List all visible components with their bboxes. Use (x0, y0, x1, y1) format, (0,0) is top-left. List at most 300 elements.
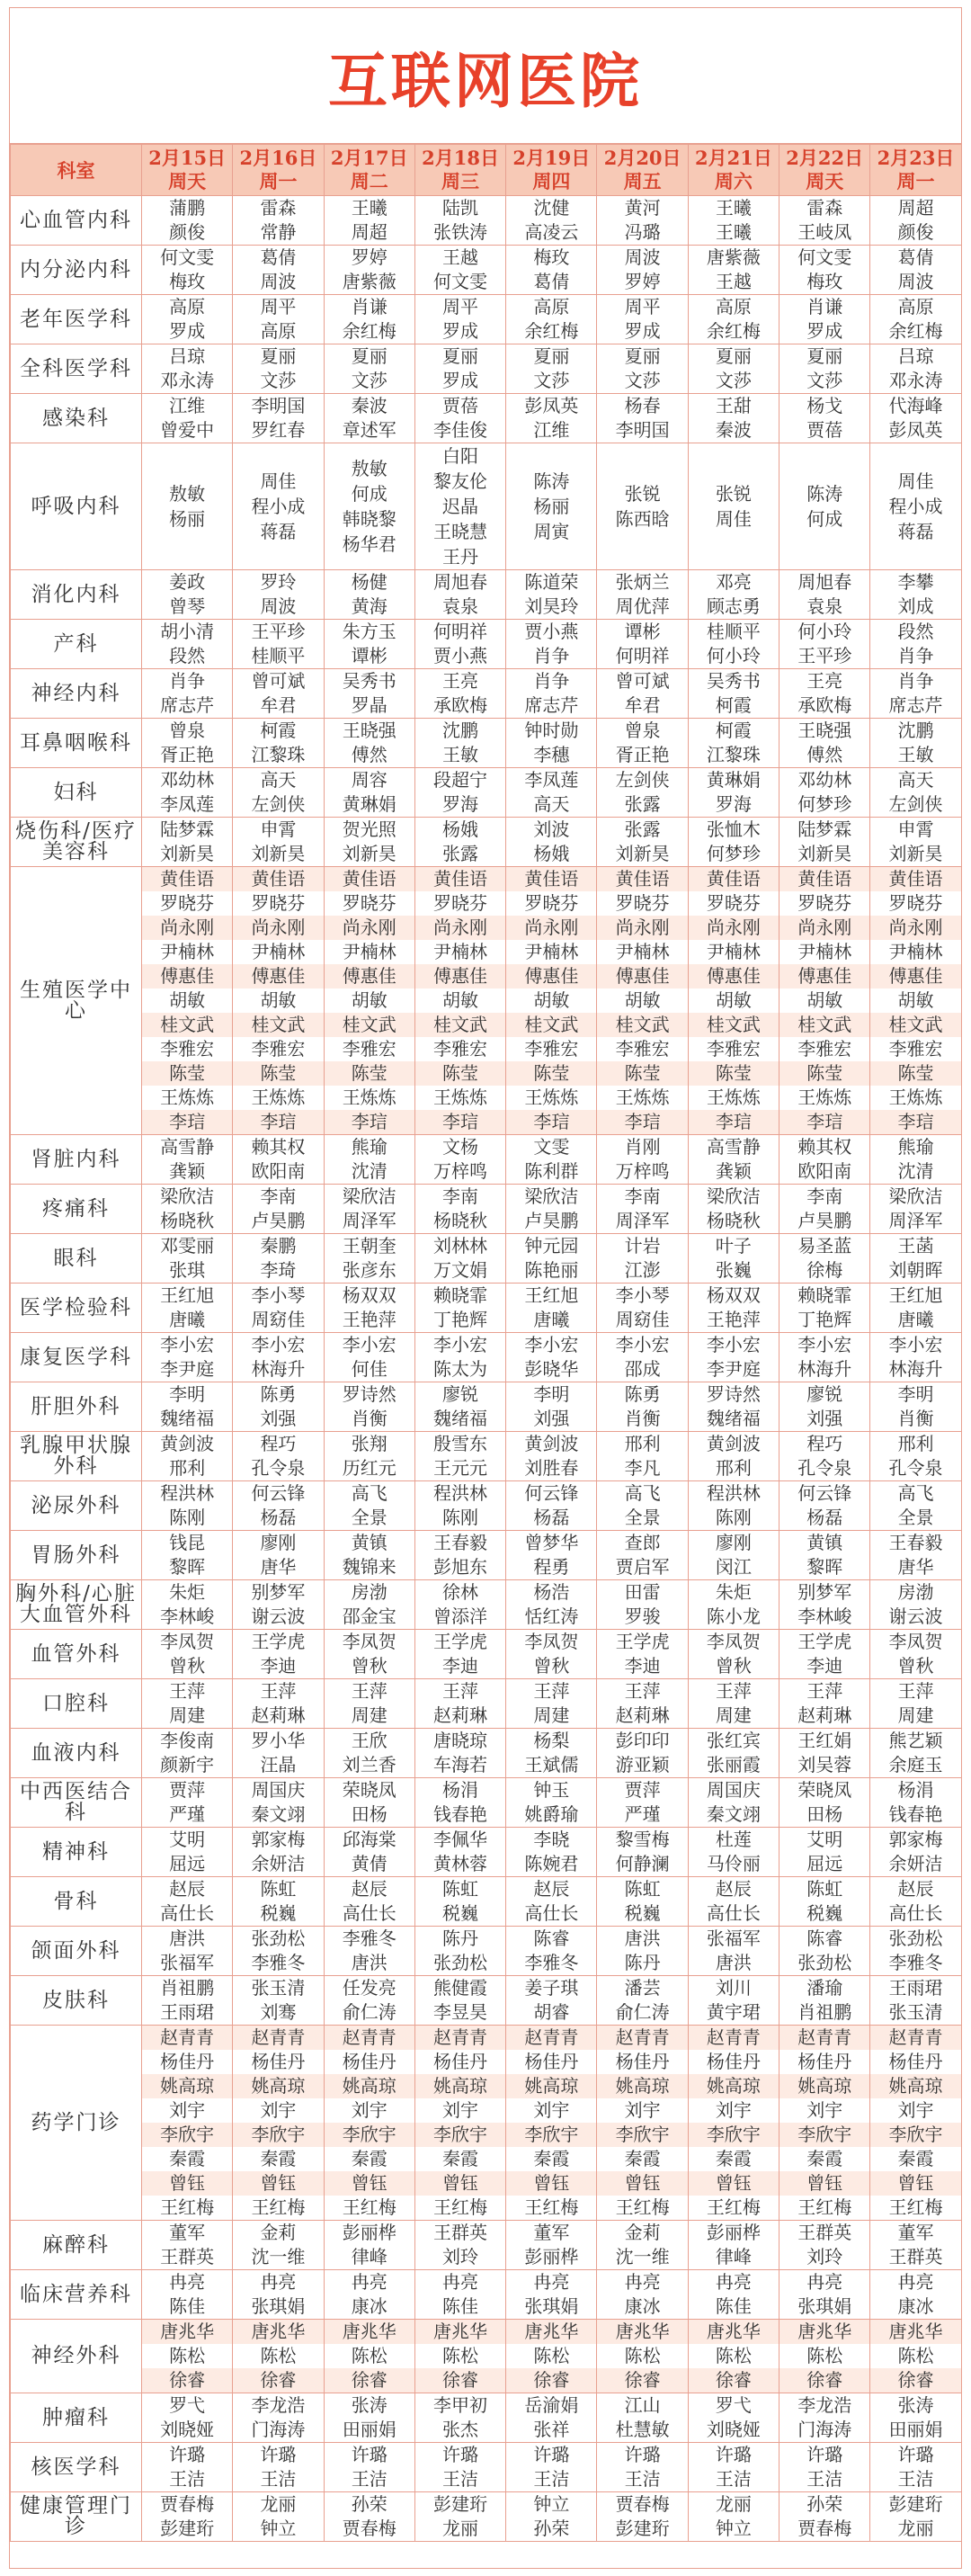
doctor-name: 李小琴 (615, 1284, 670, 1306)
doctor-name: 尚永刚 (506, 916, 596, 940)
doctor-name: 曾秋 (351, 1655, 388, 1677)
doctor-name: 钱春艳 (433, 1803, 488, 1825)
schedule-cell (233, 768, 324, 818)
schedule-cell (233, 867, 324, 1135)
table-row (11, 719, 962, 768)
doctor-name: 王萍 (260, 1680, 297, 1702)
doctor-name: 钱昆 (169, 1532, 206, 1553)
doctor-name: 历红元 (342, 1457, 396, 1479)
doctor-name: 魏绪福 (706, 1408, 761, 1429)
doctor-name: 陈松 (233, 2344, 323, 2368)
table-row (11, 1828, 962, 1877)
schedule-cell (414, 818, 505, 867)
doctor-name: 李琂 (325, 1110, 414, 1134)
doctor-name: 姚高琼 (870, 2074, 960, 2098)
schedule-cell (688, 1976, 779, 2026)
doctor-name: 朱方玉 (342, 621, 396, 642)
doctor-name: 杨梨 (533, 1730, 570, 1751)
schedule-cell (324, 1481, 414, 1531)
doctor-name: 张巍 (715, 1259, 752, 1281)
doctor-name: 李龙浩 (251, 2394, 306, 2416)
schedule-cell (688, 2270, 779, 2320)
doctor-name: 陈虹 (260, 1878, 297, 1900)
schedule-table (10, 144, 962, 2542)
doctor-name: 刘成 (897, 595, 934, 617)
schedule-cell (779, 2026, 870, 2221)
doctor-name: 王炼炼 (597, 1086, 687, 1110)
doctor-name: 周波 (624, 246, 661, 268)
doctor-name: 邢利 (715, 1457, 752, 1479)
doctor-name: 常静 (260, 221, 297, 243)
schedule-cell (688, 1284, 779, 1333)
department-name: 泌尿外科 (11, 1481, 142, 1531)
doctor-name: 陈道荣 (524, 571, 579, 593)
schedule-cell (870, 1481, 961, 1531)
schedule-cell (142, 1481, 233, 1531)
doctor-name: 赵青青 (506, 2026, 596, 2050)
schedule-cell (414, 1234, 505, 1284)
doctor-name: 陈松 (415, 2344, 505, 2368)
doctor-name: 黄林蓉 (433, 1853, 488, 1874)
doctor-name: 王红旭 (888, 1284, 943, 1306)
doctor-name: 游亚颖 (615, 1754, 670, 1775)
doctor-name: 欧阳南 (797, 1160, 852, 1182)
department-name: 呼吸内科 (11, 443, 142, 570)
schedule-cell (779, 2270, 870, 2320)
schedule-cell (688, 2026, 779, 2221)
doctor-name: 陈莹 (415, 1061, 505, 1086)
doctor-name: 贾春梅 (615, 2493, 670, 2515)
doctor-name: 黄佳语 (779, 867, 869, 891)
doctor-name: 黄佳语 (415, 867, 505, 891)
doctor-name: 贾春梅 (797, 2518, 852, 2539)
doctor-name: 何文雯 (433, 271, 488, 292)
schedule-cell (142, 1679, 233, 1729)
doctor-name: 赵青青 (779, 2026, 869, 2050)
doctor-name: 夏丽 (624, 345, 661, 367)
doctor-name: 丁艳辉 (797, 1309, 852, 1330)
schedule-cell (233, 2492, 324, 2542)
schedule-cell (870, 2270, 961, 2320)
schedule-cell (142, 719, 233, 768)
doctor-name: 王艳萍 (342, 1309, 396, 1330)
schedule-cell (597, 196, 688, 246)
doctor-name: 王洁 (442, 2468, 479, 2490)
doctor-name: 王洁 (624, 2468, 661, 2490)
schedule-cell (324, 2026, 414, 2221)
doctor-name: 李凤贺 (888, 1631, 943, 1652)
doctor-name: 康冰 (351, 2295, 388, 2317)
schedule-cell (506, 1877, 597, 1927)
doctor-name: 律峰 (351, 2246, 388, 2267)
doctor-name: 许璐 (806, 2444, 843, 2465)
doctor-name: 秦霞 (415, 2147, 505, 2171)
doctor-name: 贾萍 (624, 1779, 661, 1801)
schedule-cell (506, 1481, 597, 1531)
doctor-name: 唐紫薇 (342, 271, 396, 292)
doctor-name: 刘骞 (260, 2001, 297, 2023)
doctor-name: 白阳 (442, 445, 479, 467)
doctor-name: 秦霞 (506, 2147, 596, 2171)
schedule-cell (870, 1580, 961, 1630)
doctor-name: 全景 (624, 1507, 661, 1528)
schedule-cell (688, 1481, 779, 1531)
doctor-name: 周国庆 (251, 1779, 306, 1801)
doctor-name: 王晓强 (797, 720, 852, 741)
doctor-name: 张丽霞 (706, 1754, 761, 1775)
doctor-name: 罗晓芬 (506, 891, 596, 916)
doctor-name: 何文雯 (797, 246, 852, 268)
doctor-name: 贾启军 (615, 1556, 670, 1578)
doctor-name: 李迪 (442, 1655, 479, 1677)
doctor-name: 唐兆华 (506, 2320, 596, 2344)
doctor-name: 杨健 (351, 571, 388, 593)
schedule-cell (779, 1778, 870, 1828)
doctor-name: 唐兆华 (325, 2320, 414, 2344)
schedule-cell (597, 2270, 688, 2320)
department-name: 核医学科 (11, 2443, 142, 2492)
doctor-name: 高仕长 (524, 1902, 579, 1924)
schedule-cell (506, 2320, 597, 2393)
day-weekday: 周二 (350, 170, 388, 192)
doctor-name: 邵成 (624, 1358, 661, 1380)
doctor-name: 程洪林 (160, 1482, 215, 1504)
department-name: 肾脏内科 (11, 1135, 142, 1185)
doctor-name: 蒲鹏 (169, 197, 206, 219)
doctor-name: 文莎 (533, 370, 570, 391)
doctor-name: 张玉清 (251, 1977, 306, 1999)
schedule-cell (506, 1185, 597, 1234)
department-name: 疼痛科 (11, 1185, 142, 1234)
table-row (11, 1333, 962, 1382)
doctor-name: 刘吴蓉 (797, 1754, 852, 1775)
doctor-name: 杨晓秋 (160, 1210, 215, 1231)
schedule-cell (414, 246, 505, 295)
doctor-name: 田杨 (351, 1803, 388, 1825)
schedule-cell (414, 1432, 505, 1481)
schedule-cell (870, 1531, 961, 1580)
schedule-body (11, 196, 962, 2542)
schedule-cell (688, 1234, 779, 1284)
doctor-name: 王越 (715, 271, 752, 292)
schedule-cell (870, 768, 961, 818)
schedule-cell (414, 768, 505, 818)
doctor-name: 王萍 (169, 1680, 206, 1702)
doctor-name: 陆梦霖 (797, 818, 852, 840)
doctor-name: 傅然 (351, 744, 388, 765)
doctor-name: 陈松 (325, 2344, 414, 2368)
doctor-name: 李佳俊 (433, 419, 488, 441)
doctor-name: 王红旭 (160, 1284, 215, 1306)
doctor-name: 周窈佳 (251, 1309, 306, 1330)
schedule-cell (688, 570, 779, 620)
doctor-name: 刘宇 (506, 2098, 596, 2123)
doctor-name: 税巍 (442, 1902, 479, 1924)
doctor-name: 张涛 (351, 2394, 388, 2416)
doctor-name: 冉亮 (533, 2271, 570, 2293)
doctor-name: 袁泉 (806, 595, 843, 617)
doctor-name: 王红梅 (597, 2196, 687, 2220)
doctor-name: 王群英 (160, 2246, 215, 2267)
doctor-name: 周优萍 (615, 595, 670, 617)
table-row (11, 2320, 962, 2393)
department-name: 眼科 (11, 1234, 142, 1284)
doctor-name: 顾志勇 (706, 595, 761, 617)
doctor-name: 陈丹 (442, 1928, 479, 1949)
doctor-name: 王学虎 (251, 1631, 306, 1652)
schedule-cell (688, 2393, 779, 2443)
doctor-name: 王萍 (806, 1680, 843, 1702)
schedule-cell (142, 669, 233, 719)
doctor-name: 袁泉 (442, 595, 479, 617)
doctor-name: 江山 (624, 2394, 661, 2416)
doctor-name: 孙荣 (351, 2493, 388, 2515)
doctor-name: 罗晓芬 (325, 891, 414, 916)
doctor-name: 曾钰 (779, 2171, 869, 2196)
day-header (414, 145, 505, 196)
doctor-name: 刘胜春 (524, 1457, 579, 1479)
doctor-name: 高原 (897, 296, 934, 318)
doctor-name: 黄佳语 (142, 867, 232, 891)
doctor-name: 李俊南 (160, 1730, 215, 1751)
doctor-name: 唐兆华 (142, 2320, 232, 2344)
doctor-name: 董军 (533, 2222, 570, 2243)
table-row (11, 246, 962, 295)
schedule-cell (779, 1976, 870, 2026)
day-date: 2月21日 (695, 147, 772, 169)
doctor-name: 张福军 (706, 1928, 761, 1949)
doctor-name: 李欣宇 (506, 2123, 596, 2147)
doctor-name: 孔令泉 (251, 1457, 306, 1479)
doctor-name: 李琂 (142, 1110, 232, 1134)
schedule-cell (324, 2320, 414, 2393)
doctor-name: 徐睿 (870, 2368, 960, 2393)
schedule-cell (233, 719, 324, 768)
doctor-name: 李小宏 (524, 1334, 579, 1355)
doctor-name: 魏绪福 (433, 1408, 488, 1429)
doctor-name: 杨娥 (533, 843, 570, 864)
doctor-name: 陈刚 (169, 1507, 206, 1528)
schedule-cell (688, 344, 779, 394)
day-weekday: 周天 (168, 170, 207, 192)
doctor-name: 尹楠林 (506, 940, 596, 964)
doctor-name: 唐洪 (624, 1928, 661, 1949)
department-name: 感染科 (11, 394, 142, 443)
schedule-cell (233, 1531, 324, 1580)
doctor-name: 张劲松 (433, 1952, 488, 1973)
doctor-name: 罗成 (442, 370, 479, 391)
doctor-name: 许璐 (442, 2444, 479, 2465)
doctor-name: 傅惠佳 (325, 964, 414, 988)
doctor-name: 李欣宇 (689, 2123, 779, 2147)
doctor-name: 曾钰 (870, 2171, 960, 2196)
doctor-name: 肖衡 (897, 1408, 934, 1429)
schedule-cell (324, 1828, 414, 1877)
doctor-name: 刘宇 (325, 2098, 414, 2123)
schedule-cell (414, 719, 505, 768)
schedule-cell (506, 2443, 597, 2492)
schedule-cell (414, 1481, 505, 1531)
department-name: 中西医结合科 (11, 1778, 142, 1828)
doctor-name: 荣晓凤 (342, 1779, 396, 1801)
doctor-name: 钟时勋 (524, 720, 579, 741)
doctor-name: 刘宇 (415, 2098, 505, 2123)
doctor-name: 周旭春 (433, 571, 488, 593)
doctor-name: 潘芸 (624, 1977, 661, 1999)
table-row (11, 1778, 962, 1828)
doctor-name: 龙丽 (260, 2493, 297, 2515)
doctor-name: 胡敏 (233, 988, 323, 1013)
doctor-name: 贾小燕 (433, 645, 488, 666)
doctor-name: 陈刚 (442, 1507, 479, 1528)
doctor-name: 钟立 (533, 2493, 570, 2515)
schedule-cell (597, 1679, 688, 1729)
doctor-name: 邓亮 (715, 571, 752, 593)
doctor-name: 唐曦 (897, 1309, 934, 1330)
schedule-cell (506, 669, 597, 719)
doctor-name: 尹楠林 (689, 940, 779, 964)
schedule-cell (233, 1976, 324, 2026)
doctor-name: 程洪林 (706, 1482, 761, 1504)
doctor-name: 王朝奎 (342, 1235, 396, 1257)
day-weekday: 周一 (259, 170, 298, 192)
doctor-name: 文莎 (351, 370, 388, 391)
doctor-name: 杨佳丹 (233, 2050, 323, 2074)
doctor-name: 陈松 (870, 2344, 960, 2368)
doctor-name: 杨双双 (342, 1284, 396, 1306)
schedule-cell (597, 1828, 688, 1877)
schedule-cell (233, 1927, 324, 1976)
schedule-cell (414, 2320, 505, 2393)
department-name: 皮肤科 (11, 1976, 142, 2026)
doctor-name: 田丽娟 (342, 2419, 396, 2440)
doctor-name: 黄剑波 (524, 1433, 579, 1454)
doctor-name: 程洪林 (433, 1482, 488, 1504)
doctor-name: 张福军 (160, 1952, 215, 1973)
doctor-name: 王艳萍 (706, 1309, 761, 1330)
doctor-name: 杨磊 (533, 1507, 570, 1528)
table-row (11, 2492, 962, 2542)
doctor-name: 陈松 (689, 2344, 779, 2368)
schedule-cell (597, 2443, 688, 2492)
doctor-name: 邓幼林 (160, 769, 215, 791)
schedule-cell (233, 1185, 324, 1234)
doctor-name: 刘朝晖 (888, 1259, 943, 1281)
doctor-name: 黎晖 (806, 1556, 843, 1578)
schedule-cell (688, 818, 779, 867)
doctor-name: 谭彬 (351, 645, 388, 666)
doctor-name: 高雪静 (160, 1136, 215, 1158)
schedule-cell (870, 867, 961, 1135)
doctor-name: 李南 (624, 1185, 661, 1207)
doctor-name: 彭建珩 (160, 2518, 215, 2539)
doctor-name: 赵青青 (597, 2026, 687, 2050)
doctor-name: 秦波 (715, 419, 752, 441)
doctor-name: 陈莹 (597, 1061, 687, 1086)
schedule-cell (597, 570, 688, 620)
schedule-cell (688, 1135, 779, 1185)
doctor-name: 彭凤英 (888, 419, 943, 441)
doctor-name: 傅惠佳 (597, 964, 687, 988)
doctor-name: 曾秋 (169, 1655, 206, 1677)
schedule-cell (597, 1284, 688, 1333)
doctor-name: 余红梅 (524, 320, 579, 342)
doctor-name: 尹楠林 (779, 940, 869, 964)
doctor-name: 计岩 (624, 1235, 661, 1257)
doctor-name: 张劲松 (797, 1952, 852, 1973)
doctor-name: 周旭春 (797, 571, 852, 593)
schedule-cell (142, 1432, 233, 1481)
doctor-name: 颜俊 (169, 221, 206, 243)
doctor-name: 贾萍 (169, 1779, 206, 1801)
doctor-name: 屈远 (169, 1853, 206, 1874)
doctor-name: 高原 (260, 320, 297, 342)
doctor-name: 李穗 (533, 744, 570, 765)
doctor-name: 罗成 (806, 320, 843, 342)
doctor-name: 王洁 (260, 2468, 297, 2490)
schedule-cell (870, 1976, 961, 2026)
doctor-name: 程小成 (251, 496, 306, 517)
doctor-name: 王萍 (897, 1680, 934, 1702)
doctor-name: 刘强 (533, 1408, 570, 1429)
doctor-name: 姚高琼 (325, 2074, 414, 2098)
table-row (11, 2270, 962, 2320)
schedule-cell (779, 2320, 870, 2393)
doctor-name: 肖谦 (806, 296, 843, 318)
doctor-name: 王雨珺 (160, 2001, 215, 2023)
doctor-name: 何梦珍 (706, 843, 761, 864)
schedule-cell (233, 669, 324, 719)
department-name: 全科医学科 (11, 344, 142, 394)
doctor-name: 查郎 (624, 1532, 661, 1553)
doctor-name: 李凤贺 (160, 1631, 215, 1652)
doctor-name: 余妍洁 (888, 1853, 943, 1874)
schedule-cell (142, 443, 233, 570)
doctor-name: 孔令泉 (888, 1457, 943, 1479)
doctor-name: 唐兆华 (597, 2320, 687, 2344)
doctor-name: 程小成 (888, 496, 943, 517)
doctor-name: 傅惠佳 (779, 964, 869, 988)
table-row (11, 2026, 962, 2221)
doctor-name: 刘强 (260, 1408, 297, 1429)
doctor-name: 陈佳 (442, 2295, 479, 2317)
doctor-name: 张炳兰 (615, 571, 670, 593)
doctor-name: 沈健 (533, 197, 570, 219)
doctor-name: 陈虹 (624, 1878, 661, 1900)
doctor-name: 王曦 (715, 197, 752, 219)
doctor-name: 梁欣洁 (706, 1185, 761, 1207)
doctor-name: 张琪娟 (524, 2295, 579, 2317)
schedule-cell (324, 620, 414, 669)
doctor-name: 沈鹏 (442, 720, 479, 741)
table-row (11, 818, 962, 867)
doctor-name: 闵江 (715, 1556, 752, 1578)
schedule-cell (779, 1185, 870, 1234)
doctor-name: 张祥 (533, 2419, 570, 2440)
doctor-name: 肖谦 (351, 296, 388, 318)
doctor-name: 王春毅 (433, 1532, 488, 1553)
schedule-cell (142, 1877, 233, 1927)
schedule-cell (597, 443, 688, 570)
doctor-name: 赵辰 (715, 1878, 752, 1900)
doctor-name: 王甜 (715, 395, 752, 416)
schedule-cell (506, 1333, 597, 1382)
schedule-cell (779, 246, 870, 295)
doctor-name: 李龙浩 (797, 2394, 852, 2416)
schedule-cell (414, 1877, 505, 1927)
doctor-name: 马伶丽 (706, 1853, 761, 1874)
doctor-name: 周平 (442, 296, 479, 318)
